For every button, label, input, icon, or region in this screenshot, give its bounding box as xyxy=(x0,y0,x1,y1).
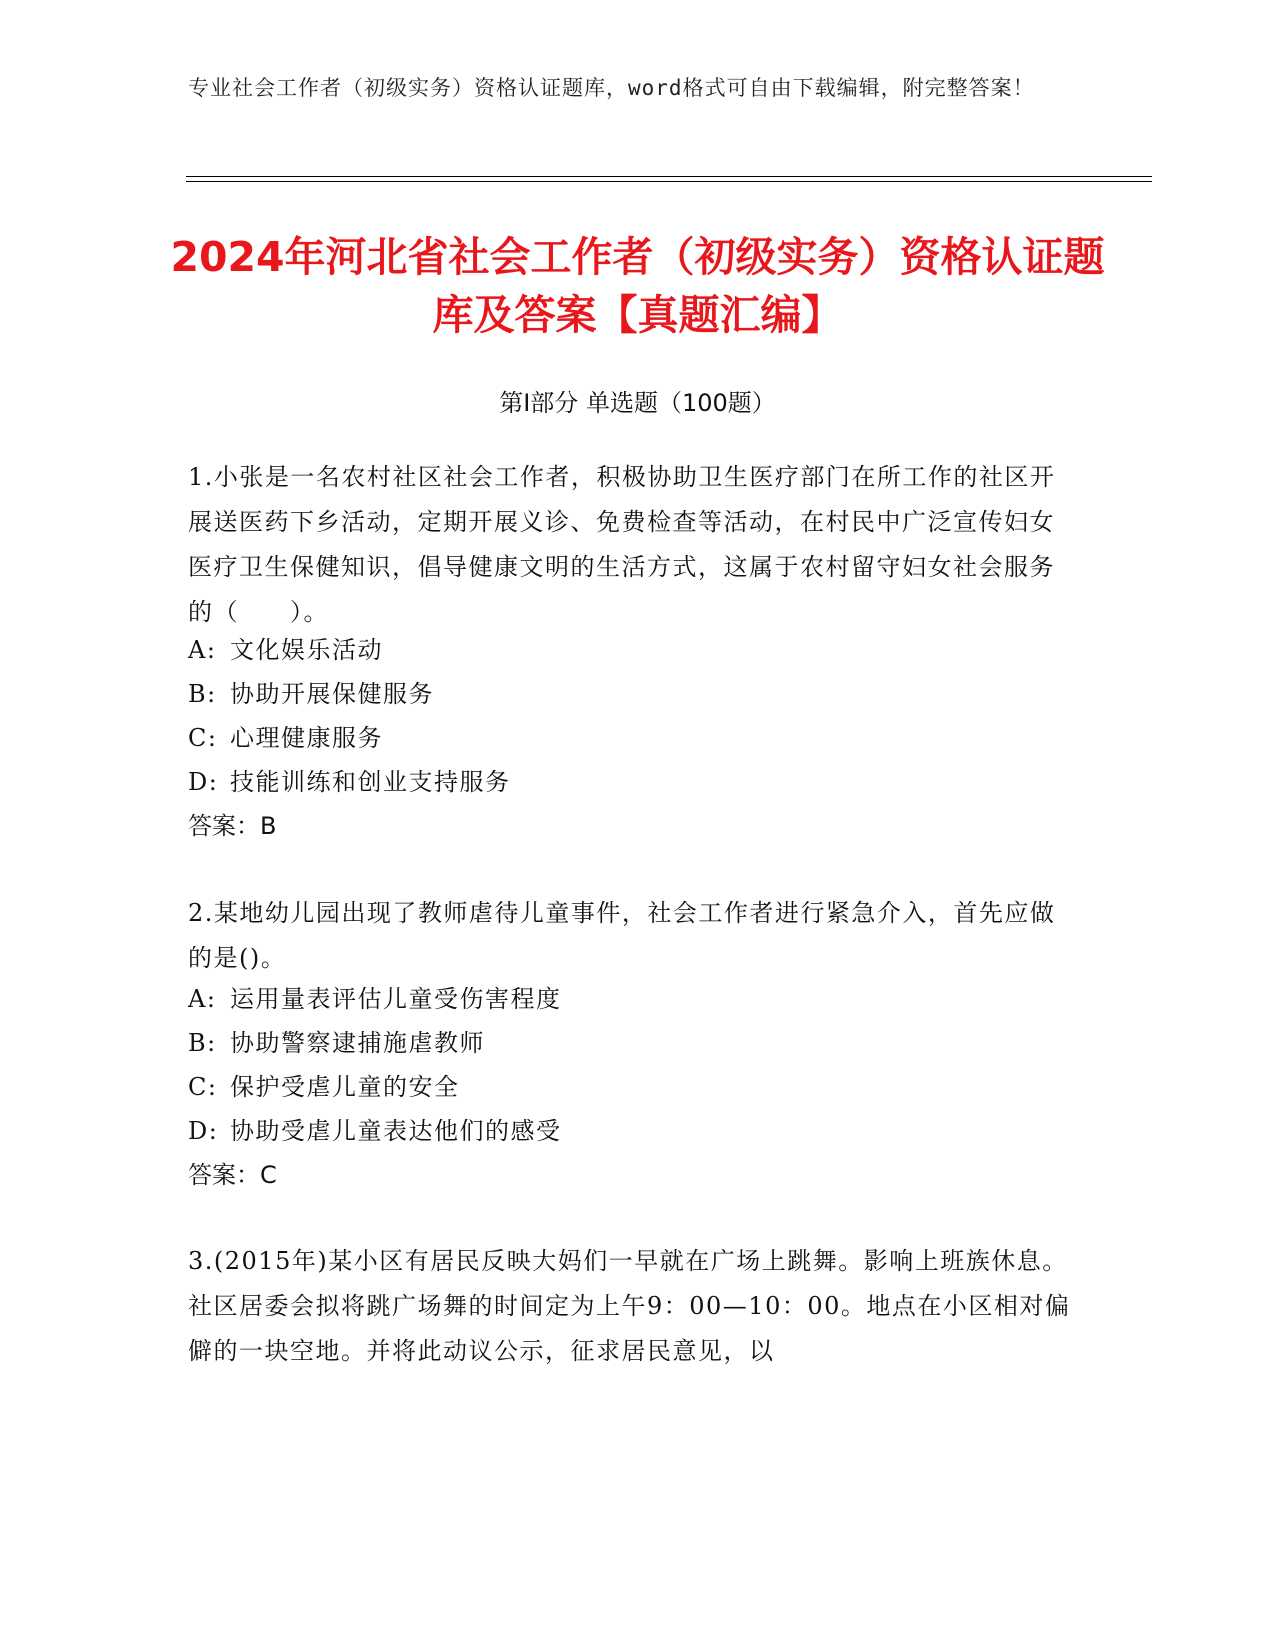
option-text: 运用量表评估儿童受伤害程度 xyxy=(230,985,562,1013)
header-note: 专业社会工作者（初级实务）资格认证题库，word格式可自由下载编辑，附完整答案！ xyxy=(188,76,1035,100)
question-1-stem: 1.小张是一名农村社区社会工作者，积极协助卫生医疗部门在所工作的社区开展送医药下乡活动，定期开展义诊、免费检查等活动，在村民中广泛宣传妇女医疗卫生保健知识，倡导健康文明的生活方式，这属于农村留守妇女社会服务的（ ）。 xyxy=(188,463,1056,626)
option-text: 心理健康服务 xyxy=(230,724,383,752)
section-title: 第Ⅰ部分 单选题（100题） xyxy=(499,389,776,417)
option-text: 技能训练和创业支持服务 xyxy=(230,768,511,796)
question-3-stem: 3.(2015年)某小区有居民反映大妈们一早就在广场上跳舞。影响上班族休息。社区居委会拟将跳广场舞的时间定为上午9：00—10：00。地点在小区相对偏僻的一块空地。并将此动议公示，征求居民意见，以 xyxy=(188,1247,1071,1365)
option-key: B: xyxy=(188,680,217,708)
option-key: B: xyxy=(188,1029,217,1057)
option-key: C: xyxy=(188,724,218,752)
question-2-answer: 答案：C xyxy=(188,1161,277,1189)
question-2-option-c xyxy=(188,1065,1078,1110)
option-key: A: xyxy=(188,985,217,1013)
option-text: 协助受虐儿童表达他们的感受 xyxy=(230,1117,562,1145)
header-divider-top xyxy=(186,176,1152,177)
question-1-option-b xyxy=(188,672,1078,717)
question-2-option-b xyxy=(188,1021,1078,1066)
question-1-option-a xyxy=(188,628,1078,673)
option-text: 文化娱乐活动 xyxy=(230,636,383,664)
question-2-option-d xyxy=(188,1109,1078,1154)
option-text: 协助开展保健服务 xyxy=(230,680,434,708)
option-key: D: xyxy=(188,1117,219,1145)
option-key: C: xyxy=(188,1073,218,1101)
option-key: A: xyxy=(188,636,217,664)
question-2-stem: 2.某地幼儿园出现了教师虐待儿童事件，社会工作者进行紧急介入，首先应做的是()。 xyxy=(188,899,1056,972)
document-title: 2024年河北省社会工作者（初级实务）资格认证题库及答案【真题汇编】 xyxy=(170,233,1105,339)
question-1-answer: 答案：B xyxy=(188,812,277,840)
question-1-option-d xyxy=(188,760,1078,805)
option-text: 保护受虐儿童的安全 xyxy=(230,1073,460,1101)
header-divider-bottom xyxy=(186,181,1152,182)
question-2-option-a xyxy=(188,977,1078,1022)
question-1-option-c xyxy=(188,716,1078,761)
option-key: D: xyxy=(188,768,219,796)
option-text: 协助警察逮捕施虐教师 xyxy=(230,1029,485,1057)
